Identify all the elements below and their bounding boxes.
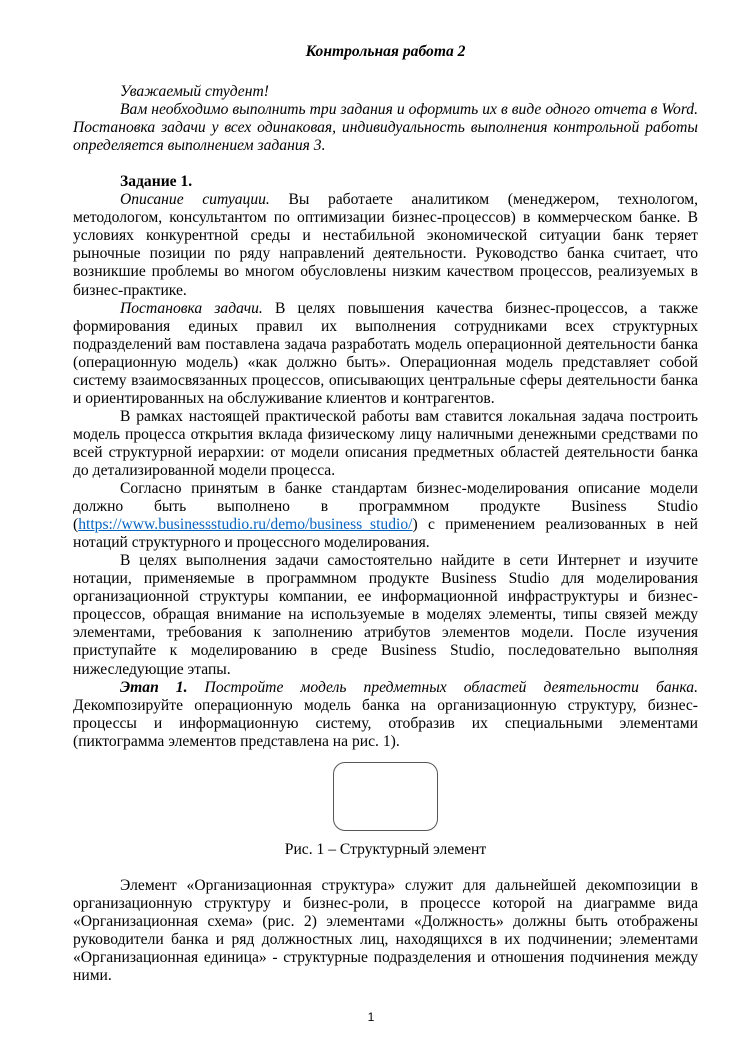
task-heading: Задание 1. <box>120 173 193 191</box>
structural-element-figure <box>333 762 438 831</box>
problem-text: В целях повышения качества бизнес-процессов, а также формирования единых правил их выполнения сотрудниками всех структурных подразделений вам поставлена задача разработать модель операционной деятельности банка (операционную модель) «как должно быть». Операционная модель представляет собой систему взаимосвязанных процессов, описывающих центральные сферы деятельности банка и ориентированных на обслуживание клиентов и контрагентов. <box>73 299 698 407</box>
problem-label: Постановка задачи. <box>120 299 263 317</box>
business-studio-link[interactable]: https://www.businessstudio.ru/demo/business_studio/ <box>78 516 413 534</box>
paragraph-standards <box>73 480 698 552</box>
figure-caption: Рис. 1 – Структурный элемент <box>284 840 487 858</box>
situation-label: Описание ситуации. <box>120 191 270 209</box>
situation-paragraph <box>73 191 698 299</box>
paragraph-scope: В рамках настоящей практической работы вам ставится локальная задача построить модель процесса открытия вклада физическому лицу наличными денежными средствами по всей структурной иерархии: от модели описания предметных областей деятельности банка до детализированной модели процесса. <box>73 407 698 479</box>
text: ) с применением реализованных в ней нотаций структурного и процессного моделирования. <box>73 516 698 552</box>
page-number: 1 <box>367 1010 375 1024</box>
situation-text: Вы работаете аналитиком (менеджером, технологом, методологом, консультантом по оптимизации бизнес-процессов) в коммерческом банке. В условиях конкурентной среды и нестабильной экономической ситуации банк теряет рыночные позиции по ряду направлений деятельности. Руководство банка считает, что возникшие проблемы во многом обусловлены низким качеством процессов, реализуемых в бизнес-практике. <box>73 191 699 299</box>
problem-paragraph <box>73 300 698 408</box>
stage-title: Постройте модель предметных областей деятельности банка. <box>187 678 699 696</box>
stage-text: Декомпозируйте операционную модель банка на организационную структуру, бизнес-процессы и информационную систему, отобразив их специальными элементами (пиктограмма элементов представлена на рис. 1). <box>73 696 698 750</box>
intro-paragraph: Вам необходимо выполнить три задания и оформить их в виде одного отчета в Word. Постановка задачи у всех одинаковая, индивидуальность выполнения контрольной работы определяется выполнением задания 3. <box>73 101 698 155</box>
document-page <box>73 43 698 985</box>
paragraph-org-structure: Элемент «Организационная структура» служит для дальнейшей декомпозиции в организационную структуру и бизнес-роли, в процессе которой на диаграмме вида «Организационная схема» (рис. 2) элементами «Должность» должны быть отображены руководители банка и ряд должностных лиц, находящихся в их подчинении; элементами «Организационная единица» - структурные подразделения и отношения подчинения между ними. <box>73 876 698 985</box>
document-title: Контрольная работа 2 <box>305 43 466 60</box>
paragraph-notations: В целях выполнения задачи самостоятельно найдите в сети Интернет и изучите нотации, применяемые в программном продукте Business Studio для моделирования организационной структуры компании, ее информационной инфраструктуры и бизнес-процессов, обращая внимание на используемые в моделях элементы, типы связей между элементами, требования к заполнению атрибутов элементов модели. После изучения приступайте к моделированию в среде Business Studio, последовательно выполняя нижеследующие этапы. <box>73 552 698 678</box>
stage-label: Этап 1. <box>120 678 188 696</box>
greeting: Уважаемый студент! <box>120 83 269 101</box>
text: Согласно принятым в банке стандартам бизнес-моделирования описание модели должно быть выполнено в программном продукте Business Studio ( <box>73 480 698 534</box>
stage1-paragraph <box>73 679 698 751</box>
